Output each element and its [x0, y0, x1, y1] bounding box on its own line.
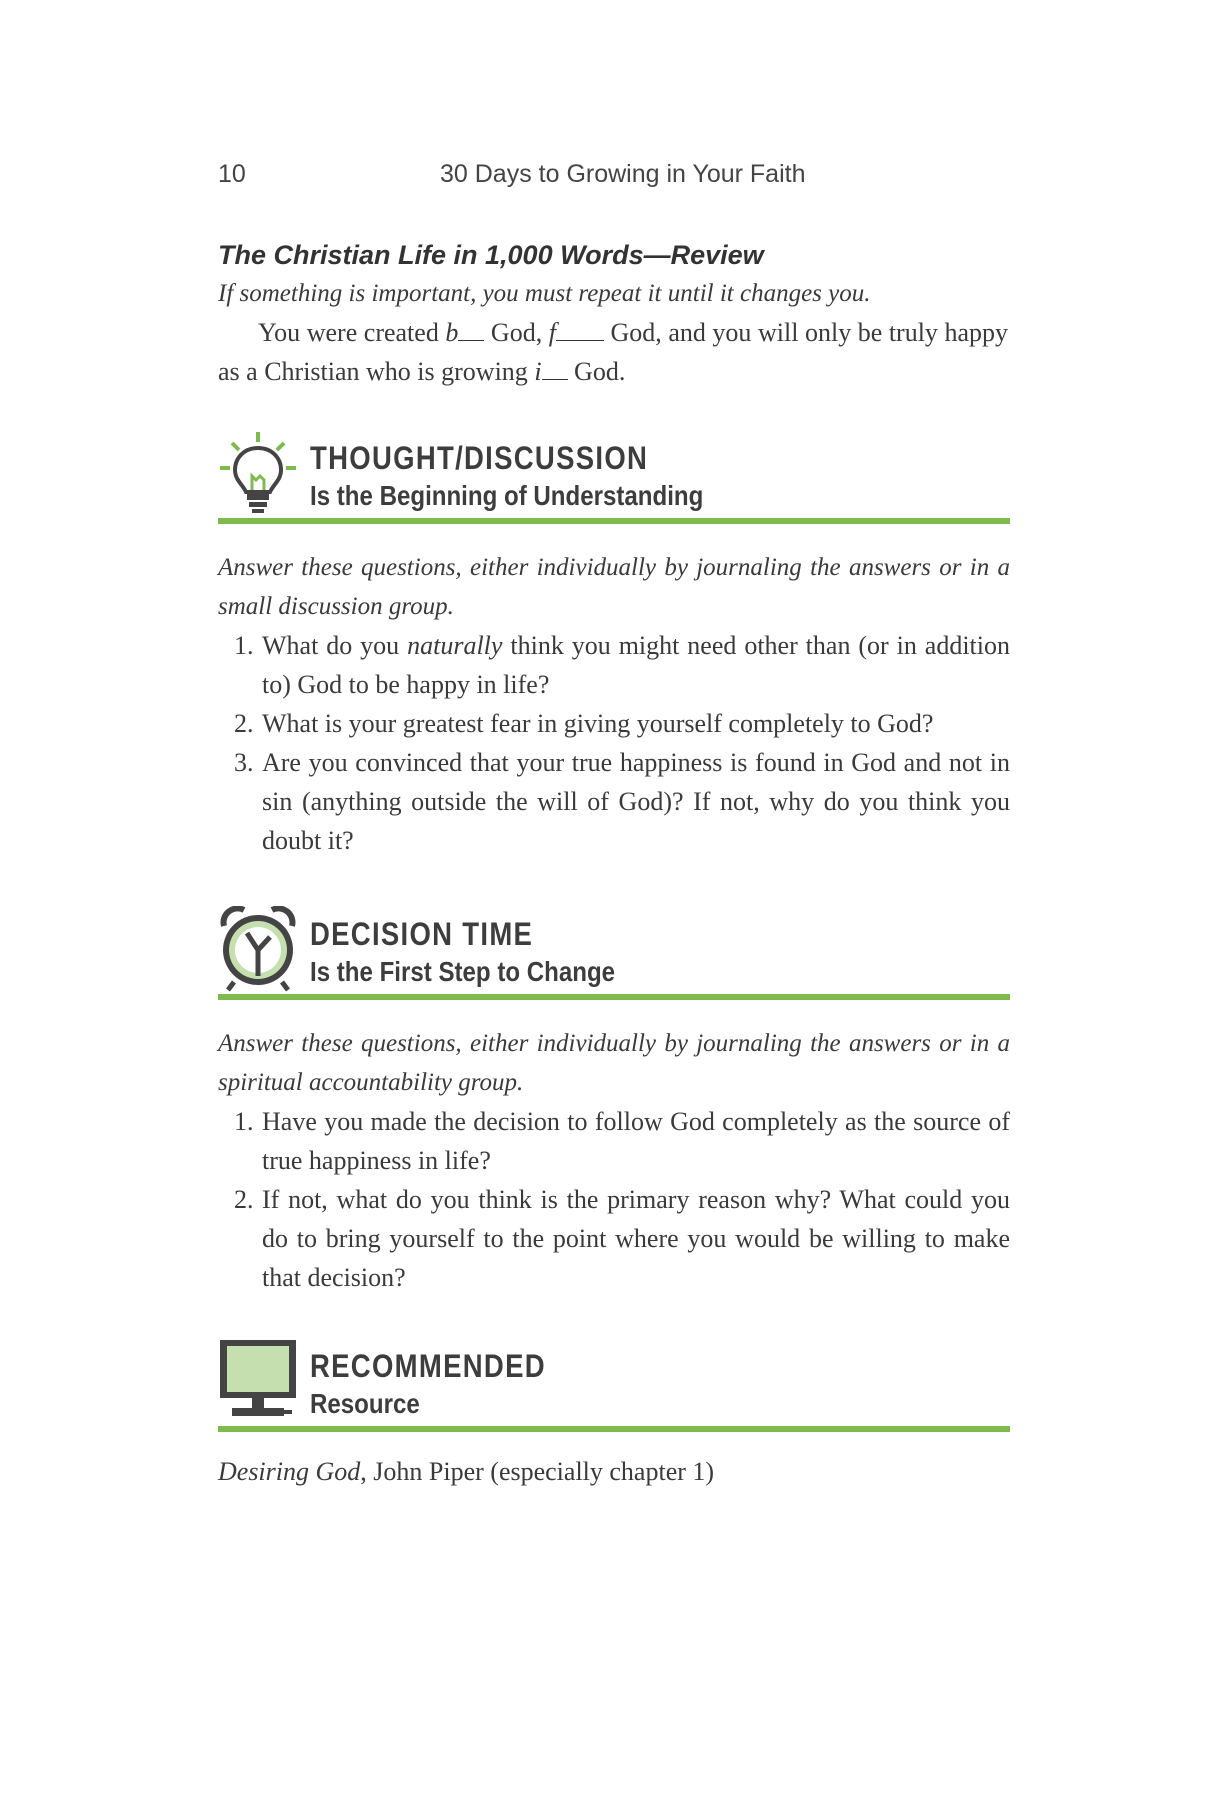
question-item — [218, 1180, 1010, 1297]
recommended-resource — [218, 1452, 1010, 1491]
computer-monitor-icon — [218, 1338, 298, 1424]
book-author: , John Piper (especially chapter 1) — [360, 1457, 715, 1486]
question-list — [218, 626, 1010, 860]
alarm-clock-icon — [218, 906, 298, 992]
question-text: think you might need other than (or in addition to) God to be happy in life? — [262, 631, 1010, 699]
question-item — [218, 704, 1010, 743]
section-body — [218, 1000, 1010, 1297]
question-text: What is your greatest fear in giving yourself completely to God? — [262, 709, 934, 738]
sentence-part: God, and you will only be truly happy as a Christian who is growing — [218, 318, 1009, 386]
sentence-part: God, — [484, 318, 549, 347]
section-title: DECISION TIME — [310, 916, 534, 952]
question-item — [218, 1102, 1010, 1180]
sentence-part: God. — [567, 357, 626, 386]
fill-in-blank[interactable] — [458, 314, 484, 341]
blank-letter-f: f — [548, 318, 556, 347]
section-subtitle: Is the First Step to Change — [310, 956, 616, 987]
section-instructions: Answer these questions, either individually by journaling the answers or in a spiritual accountability group. — [218, 1030, 1010, 1096]
section-header — [218, 430, 1010, 524]
blank-letter-i: i — [534, 357, 542, 386]
review-fill-in-sentence — [218, 313, 1008, 391]
running-header — [0, 160, 1224, 200]
blank-letter-b: b — [445, 318, 459, 347]
question-number: 1. — [234, 631, 254, 660]
recommended-section — [218, 1338, 1010, 1491]
question-emphasis: naturally — [407, 631, 503, 660]
question-item — [218, 743, 1010, 860]
question-item — [218, 626, 1010, 704]
question-number: 3. — [234, 748, 254, 777]
section-body — [218, 524, 1010, 860]
review-tagline: If something is important, you must repeat it until it changes you. — [218, 280, 871, 307]
question-number: 2. — [234, 1185, 254, 1214]
question-text: If not, what do you think is the primary reason why? What could you do to bring yourself to the point where you would be willing to make that decision? — [262, 1185, 1010, 1292]
review-block — [218, 236, 1008, 391]
fill-in-blank[interactable] — [556, 314, 604, 341]
review-heading: The Christian Life in 1,000 Words—Review — [218, 240, 764, 270]
decision-time-section — [218, 906, 1010, 1297]
question-text: What do you — [262, 631, 408, 660]
page-number: 10 — [218, 160, 246, 188]
question-number: 1. — [234, 1107, 254, 1136]
section-title: RECOMMENDED — [310, 1348, 546, 1384]
book-title: Desiring God — [218, 1457, 361, 1486]
section-body — [218, 1432, 1010, 1491]
question-text: Are you convinced that your true happiness is found in God and not in sin (anything outside the will of God)? If not, why do you think you doubt it? — [262, 748, 1010, 855]
running-title: 30 Days to Growing in Your Faith — [440, 160, 806, 188]
question-text: Have you made the decision to follow God completely as the source of true happiness in life? — [262, 1107, 1010, 1175]
section-header — [218, 1338, 1010, 1432]
question-list — [218, 1102, 1010, 1297]
section-subtitle: Is the Beginning of Understanding — [310, 480, 704, 511]
section-instructions: Answer these questions, either individually by journaling the answers or in a small discussion group. — [218, 554, 1010, 620]
section-title: THOUGHT/DISCUSSION — [310, 440, 649, 476]
question-number: 2. — [234, 709, 254, 738]
section-subtitle: Resource — [310, 1388, 420, 1419]
section-header — [218, 906, 1010, 1000]
lightbulb-icon — [218, 430, 298, 516]
fill-in-blank[interactable] — [542, 353, 568, 380]
thought-discussion-section — [218, 430, 1010, 860]
sentence-part: You were created — [258, 318, 446, 347]
